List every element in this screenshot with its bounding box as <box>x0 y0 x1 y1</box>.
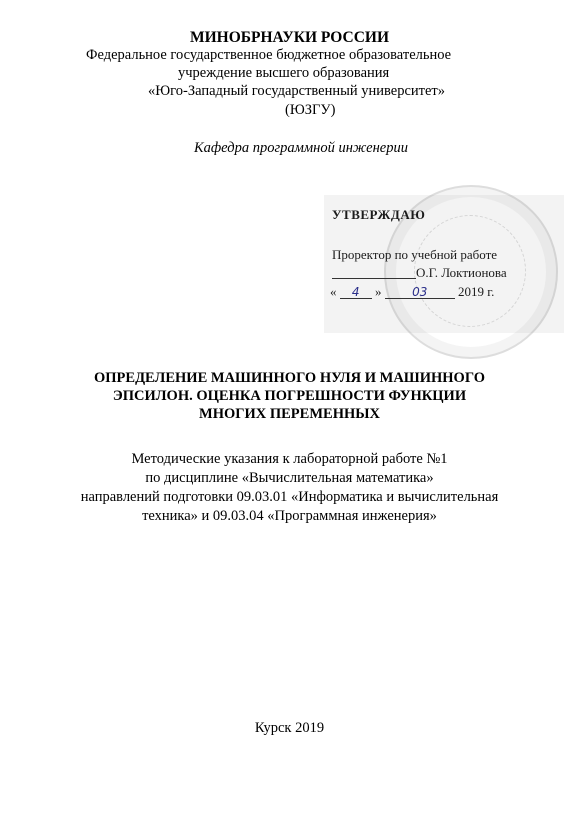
ministry-heading: МИНОБРНАУКИ РОССИИ <box>189 29 390 46</box>
approver-position: Проректор по учебной работе <box>332 247 498 262</box>
city-year: Курск 2019 <box>254 720 325 736</box>
org-line-2: учреждение высшего образования <box>178 65 390 81</box>
org-abbreviation: (ЮЗГУ) <box>285 102 336 118</box>
document-title-line-3: МНОГИХ ПЕРЕМЕННЫХ <box>199 406 380 422</box>
department-name: Кафедра программной инженерии <box>194 140 408 156</box>
date-open-quote: « <box>330 284 337 299</box>
date-month: 03 <box>385 286 455 299</box>
date-day: 4 <box>340 286 372 299</box>
approval-stamp-block <box>324 195 564 333</box>
org-line-3: «Юго-Западный государственный университет» <box>148 83 446 99</box>
date-year: 2019 г. <box>458 284 495 299</box>
description-line-4: техника» и 09.03.04 «Программная инженерия» <box>142 508 437 524</box>
document-title-line-2: ЭПСИЛОН. ОЦЕНКА ПОГРЕШНОСТИ ФУНКЦИИ <box>112 388 467 404</box>
description-line-2: по дисциплине «Вычислительная математика» <box>145 470 434 486</box>
org-line-1: Федеральное государственное бюджетное образовательное <box>86 47 452 63</box>
signature-line <box>332 278 416 279</box>
approval-date <box>330 285 494 299</box>
description-line-3: направлений подготовки 09.03.01 «Информатика и вычислительная <box>80 489 499 505</box>
approval-title: УТВЕРЖДАЮ <box>332 207 426 222</box>
description-line-1: Методические указания к лабораторной работе №1 <box>131 451 448 467</box>
approver-name: О.Г. Локтионова <box>416 265 507 280</box>
document-title-line-1: ОПРЕДЕЛЕНИЕ МАШИННОГО НУЛЯ И МАШИННОГО <box>94 370 485 386</box>
date-close-quote: » <box>375 284 382 299</box>
